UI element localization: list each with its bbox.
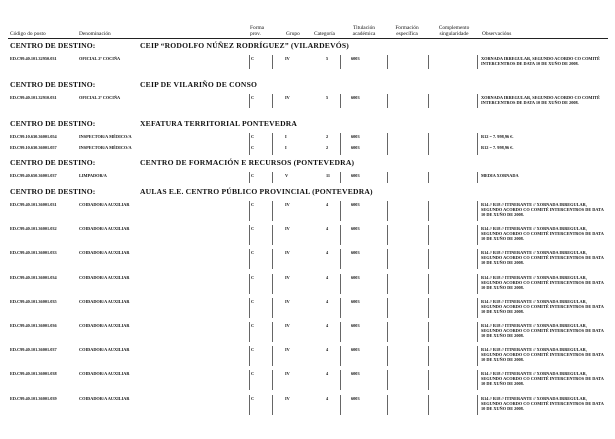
cell-codigo: ED.C99.40.101.36001.033 — [10, 250, 57, 256]
column-rule — [249, 225, 250, 245]
column-rule — [249, 94, 250, 108]
column-rule — [249, 133, 250, 144]
cell-forma: C — [251, 371, 255, 377]
cell-denominacion: COIDADOR/A AUXILIAR — [79, 347, 130, 353]
cell-forma: C — [251, 298, 255, 304]
header-complemento: Complemento singularidade — [438, 25, 470, 37]
cell-observacions: MEDIA XORNADA — [481, 173, 519, 178]
cell-codigo: ED.C99.40.650.36001.037 — [10, 173, 57, 178]
cell-observacions: R14 // R18 // ITINERANTE // XORNADA IRREGULAR, SEGUNDO ACORDO CO COMITÉ INTERCENTROS DE DATA 10 DE XUÑO DE 2008. — [481, 250, 604, 266]
cell-codigo: ED.C99.40.101.36001.038 — [10, 371, 57, 377]
cell-categoria: 4 — [326, 323, 329, 328]
cell-denominacion: OFICIAL 2ª COCIÑA — [79, 95, 121, 100]
cell-observacions: R14 // R18 // ITINERANTE // XORNADA IRREGULAR, SEGUNDO ACORDO CO COMITÉ INTERCENTROS DE DATA 10 DE XUÑO DE 2008. — [481, 395, 604, 411]
column-rule — [249, 249, 250, 269]
header-grupo: Grupo — [286, 31, 300, 37]
column-rule — [387, 249, 388, 269]
cell-grupo: IV — [285, 226, 290, 232]
cell-categoria: 4 — [326, 250, 329, 256]
column-rule — [387, 201, 388, 221]
column-rule — [340, 322, 341, 342]
cell-denominacion: OFICIAL 2ª COCIÑA — [79, 56, 121, 61]
cell-denominacion: COIDADOR/A AUXILIAR — [79, 323, 130, 328]
column-rule — [272, 395, 273, 415]
header-formacion: Formación específica — [395, 25, 419, 37]
cell-categoria: 11 — [326, 173, 331, 178]
column-rule — [340, 249, 341, 269]
column-rule — [477, 225, 478, 245]
cell-denominacion: COIDADOR/A AUXILIAR — [79, 274, 130, 280]
cell-categoria: 4 — [326, 347, 329, 353]
column-rule — [387, 225, 388, 245]
column-rule — [387, 55, 388, 69]
column-rule — [387, 274, 388, 294]
cell-titulacion: 6003 — [351, 173, 360, 178]
column-rule — [477, 249, 478, 269]
cell-titulacion: 6003 — [351, 347, 360, 353]
cell-forma: C — [251, 274, 255, 280]
column-rule — [340, 55, 341, 69]
cell-titulacion: 6003 — [351, 145, 360, 150]
section-name: AULAS E.E. CENTRO PÚBLICO PROVINCIAL (PONTEVEDRA) — [140, 187, 373, 196]
cell-observacions: R14 // R18 // ITINERANTE // XORNADA IRREGULAR, SEGUNDO ACORDO CO COMITÉ INTERCENTROS DE DATA 10 DE XUÑO DE 2008. — [481, 347, 604, 363]
cell-observacions: R14 // R18 // ITINERANTE // XORNADA IRREGULAR, SEGUNDO ACORDO CO COMITÉ INTERCENTROS DE DATA 10 DE XUÑO DE 2008. — [481, 202, 604, 217]
cell-grupo: IV — [285, 274, 290, 280]
cell-categoria: 2 — [326, 134, 329, 139]
column-rule — [272, 249, 273, 269]
column-rule — [272, 94, 273, 108]
cell-forma: C — [251, 395, 255, 401]
column-rule — [249, 274, 250, 294]
column-rule — [387, 322, 388, 342]
cell-forma: C — [251, 202, 255, 207]
cell-observacions: XORNADA IRREGULAR, SEGUNDO ACORDO CO COMITÉ INTERCENTROS DE DATA 10 DE XUÑO DE 2008. — [481, 95, 600, 105]
cell-grupo: IV — [285, 250, 290, 256]
section-label: CENTRO DE DESTINO: — [10, 119, 96, 128]
cell-categoria: 5 — [326, 95, 329, 100]
cell-categoria: 4 — [326, 274, 329, 280]
column-rule — [477, 55, 478, 69]
column-rule — [387, 346, 388, 366]
column-rule — [340, 225, 341, 245]
column-rule — [272, 370, 273, 390]
column-rule — [428, 346, 429, 366]
column-rule — [477, 298, 478, 318]
column-rule — [477, 172, 478, 183]
cell-denominacion: COIDADOR/A AUXILIAR — [79, 226, 130, 232]
column-rule — [272, 201, 273, 221]
cell-forma: C — [251, 95, 255, 100]
cell-denominacion: INSPECTOR/A MÉDICO/A — [79, 145, 132, 150]
cell-titulacion: 6003 — [351, 250, 360, 256]
column-rule — [272, 346, 273, 366]
cell-observacions: R14 // R18 // ITINERANTE // XORNADA IRREGULAR, SEGUNDO ACORDO CO COMITÉ INTERCENTROS DE DATA 10 DE XUÑO DE 2008. — [481, 323, 604, 338]
column-rule — [428, 249, 429, 269]
column-rule — [428, 172, 429, 183]
cell-codigo: ED.C99.10.630.36001.054 — [10, 134, 57, 139]
cell-forma: C — [251, 347, 255, 353]
column-rule — [428, 225, 429, 245]
cell-categoria: 4 — [326, 298, 329, 304]
cell-titulacion: 6003 — [351, 298, 360, 304]
column-rule — [477, 346, 478, 366]
column-rule — [477, 201, 478, 221]
cell-grupo: IV — [285, 323, 290, 328]
cell-categoria: 2 — [326, 145, 329, 150]
header-denominacion: Denominación — [79, 31, 111, 37]
cell-forma: C — [251, 250, 255, 256]
cell-grupo: IV — [285, 298, 290, 304]
cell-forma: C — [251, 173, 255, 178]
column-rule — [340, 201, 341, 221]
column-rule — [340, 346, 341, 366]
column-rule — [340, 172, 341, 183]
cell-titulacion: 6003 — [351, 134, 360, 139]
cell-forma: C — [251, 323, 255, 328]
cell-titulacion: 6003 — [351, 323, 360, 328]
cell-categoria: 4 — [326, 371, 329, 377]
cell-observacions: R14 // R18 // ITINERANTE // XORNADA IRREGULAR, SEGUNDO ACORDO CO COMITÉ INTERCENTROS DE DATA 10 DE XUÑO DE 2008. — [481, 226, 604, 242]
header-rule — [8, 38, 608, 39]
cell-observacions: R12 = 7. 998,96 €. — [481, 145, 514, 150]
cell-categoria: 4 — [326, 226, 329, 232]
section-name: CEIP “RODOLFO NÚÑEZ RODRÍGUEZ” (VILARDEVÓS) — [140, 41, 350, 50]
section-label: CENTRO DE DESTINO: — [10, 158, 96, 167]
header-categoria: Categoría — [314, 31, 335, 37]
cell-codigo: ED.C99.40.101.36001.035 — [10, 298, 57, 304]
column-rule — [340, 395, 341, 415]
cell-denominacion: COIDADOR/A AUXILIAR — [79, 202, 130, 207]
cell-codigo: ED.C99.40.101.36001.032 — [10, 226, 57, 232]
cell-grupo: I — [285, 134, 287, 139]
header-observacions: Observacións — [482, 31, 512, 37]
column-rule — [249, 395, 250, 415]
column-rule — [340, 144, 341, 155]
column-rule — [249, 298, 250, 318]
column-rule — [272, 322, 273, 342]
cell-titulacion: 6003 — [351, 274, 360, 280]
column-rule — [387, 133, 388, 144]
cell-codigo: ED.C99.40.101.32910.031 — [10, 95, 57, 100]
cell-observacions: R14 // R18 // ITINERANTE // XORNADA IRREGULAR, SEGUNDO ACORDO CO COMITÉ INTERCENTROS DE DATA 10 DE XUÑO DE 2008. — [481, 298, 604, 314]
section-name: CEIP DE VILARIÑO DE CONSO — [140, 80, 258, 89]
cell-titulacion: 6003 — [351, 395, 360, 401]
column-rule — [249, 346, 250, 366]
column-rule — [249, 201, 250, 221]
cell-codigo: ED.C99.40.101.36001.037 — [10, 347, 57, 353]
cell-titulacion: 6003 — [351, 226, 360, 232]
column-rule — [249, 172, 250, 183]
column-rule — [428, 298, 429, 318]
column-rule — [428, 133, 429, 144]
cell-denominacion: INSPECTOR/A MÉDICO/A — [79, 134, 132, 139]
cell-categoria: 5 — [326, 56, 329, 61]
column-rule — [272, 274, 273, 294]
column-rule — [428, 55, 429, 69]
header-forma-prov: Forma prov. — [250, 25, 265, 37]
header-codigo: Código do posto — [10, 31, 46, 37]
column-rule — [477, 144, 478, 155]
cell-observacions: R14 // R18 // ITINERANTE // XORNADA IRREGULAR, SEGUNDO ACORDO CO COMITÉ INTERCENTROS DE DATA 10 DE XUÑO DE 2008. — [481, 371, 604, 387]
cell-forma: C — [251, 134, 255, 139]
column-rule — [387, 94, 388, 108]
column-rule — [340, 94, 341, 108]
column-rule — [428, 322, 429, 342]
section-label: CENTRO DE DESTINO: — [10, 41, 96, 50]
column-rule — [477, 322, 478, 342]
cell-titulacion: 6003 — [351, 56, 360, 61]
cell-codigo: ED.C99.40.101.36001.031 — [10, 202, 57, 207]
cell-denominacion: COIDADOR/A AUXILIAR — [79, 298, 130, 304]
column-rule — [477, 133, 478, 144]
column-rule — [249, 370, 250, 390]
column-rule — [272, 55, 273, 69]
cell-codigo: ED.C99.10.630.36001.057 — [10, 145, 57, 150]
cell-titulacion: 6003 — [351, 202, 360, 207]
section-label: CENTRO DE DESTINO: — [10, 80, 96, 89]
cell-denominacion: COIDADOR/A AUXILIAR — [79, 250, 130, 256]
column-rule — [272, 172, 273, 183]
cell-forma: C — [251, 145, 255, 150]
cell-grupo: V — [285, 173, 289, 178]
column-rule — [387, 395, 388, 415]
column-rule — [428, 144, 429, 155]
cell-denominacion: COIDADOR/A AUXILIAR — [79, 395, 130, 401]
column-rule — [340, 133, 341, 144]
column-rule — [387, 172, 388, 183]
cell-categoria: 4 — [326, 202, 329, 207]
column-rule — [272, 133, 273, 144]
cell-grupo: IV — [285, 371, 290, 377]
column-rule — [387, 144, 388, 155]
cell-grupo: IV — [285, 347, 290, 353]
cell-grupo: IV — [285, 395, 290, 401]
cell-titulacion: 6003 — [351, 371, 360, 377]
column-rule — [477, 395, 478, 415]
cell-denominacion: LIMPADOR/A — [79, 173, 107, 178]
cell-observacions: R12 = 7. 998,96 €. — [481, 134, 514, 139]
column-rule — [249, 55, 250, 69]
cell-grupo: IV — [285, 202, 290, 207]
column-rule — [387, 370, 388, 390]
cell-titulacion: 6003 — [351, 95, 360, 100]
cell-observacions: R14 // R18 // ITINERANTE // XORNADA IRREGULAR, SEGUNDO ACORDO CO COMITÉ INTERCENTROS DE DATA 10 DE XUÑO DE 2008. — [481, 274, 604, 290]
column-rule — [428, 201, 429, 221]
column-rule — [272, 225, 273, 245]
column-rule — [340, 274, 341, 294]
column-rule — [477, 370, 478, 390]
section-label: CENTRO DE DESTINO: — [10, 187, 96, 196]
column-rule — [387, 298, 388, 318]
column-rule — [272, 144, 273, 155]
cell-forma: C — [251, 226, 255, 232]
cell-grupo: I — [285, 145, 287, 150]
section-name: CENTRO DE FORMACIÓN E RECURSOS (PONTEVEDRA) — [140, 158, 355, 167]
cell-categoria: 4 — [326, 395, 329, 401]
cell-codigo: ED.C99.40.101.32950.031 — [10, 56, 57, 61]
cell-denominacion: COIDADOR/A AUXILIAR — [79, 371, 130, 377]
column-rule — [428, 395, 429, 415]
cell-codigo: ED.C99.40.101.36001.036 — [10, 323, 57, 328]
column-rule — [428, 274, 429, 294]
column-rule — [272, 298, 273, 318]
cell-codigo: ED.C99.40.101.36001.034 — [10, 274, 57, 280]
column-rule — [477, 94, 478, 108]
cell-forma: C — [251, 56, 255, 61]
header-titulacion: Titulación académica — [352, 25, 376, 37]
column-rule — [249, 322, 250, 342]
column-rule — [340, 370, 341, 390]
section-name: XEFATURA TERRITORIAL PONTEVEDRA — [140, 119, 298, 128]
column-rule — [428, 370, 429, 390]
column-rule — [249, 144, 250, 155]
cell-observacions: XORNADA IRREGULAR, SEGUNDO ACORDO CO COMITÉ INTERCENTROS DE DATA 10 DE XUÑO DE 2008. — [481, 56, 600, 66]
cell-grupo: IV — [285, 95, 290, 100]
column-rule — [340, 298, 341, 318]
cell-grupo: IV — [285, 56, 290, 61]
column-rule — [428, 94, 429, 108]
column-rule — [477, 274, 478, 294]
cell-codigo: ED.C99.40.101.36001.039 — [10, 395, 57, 401]
